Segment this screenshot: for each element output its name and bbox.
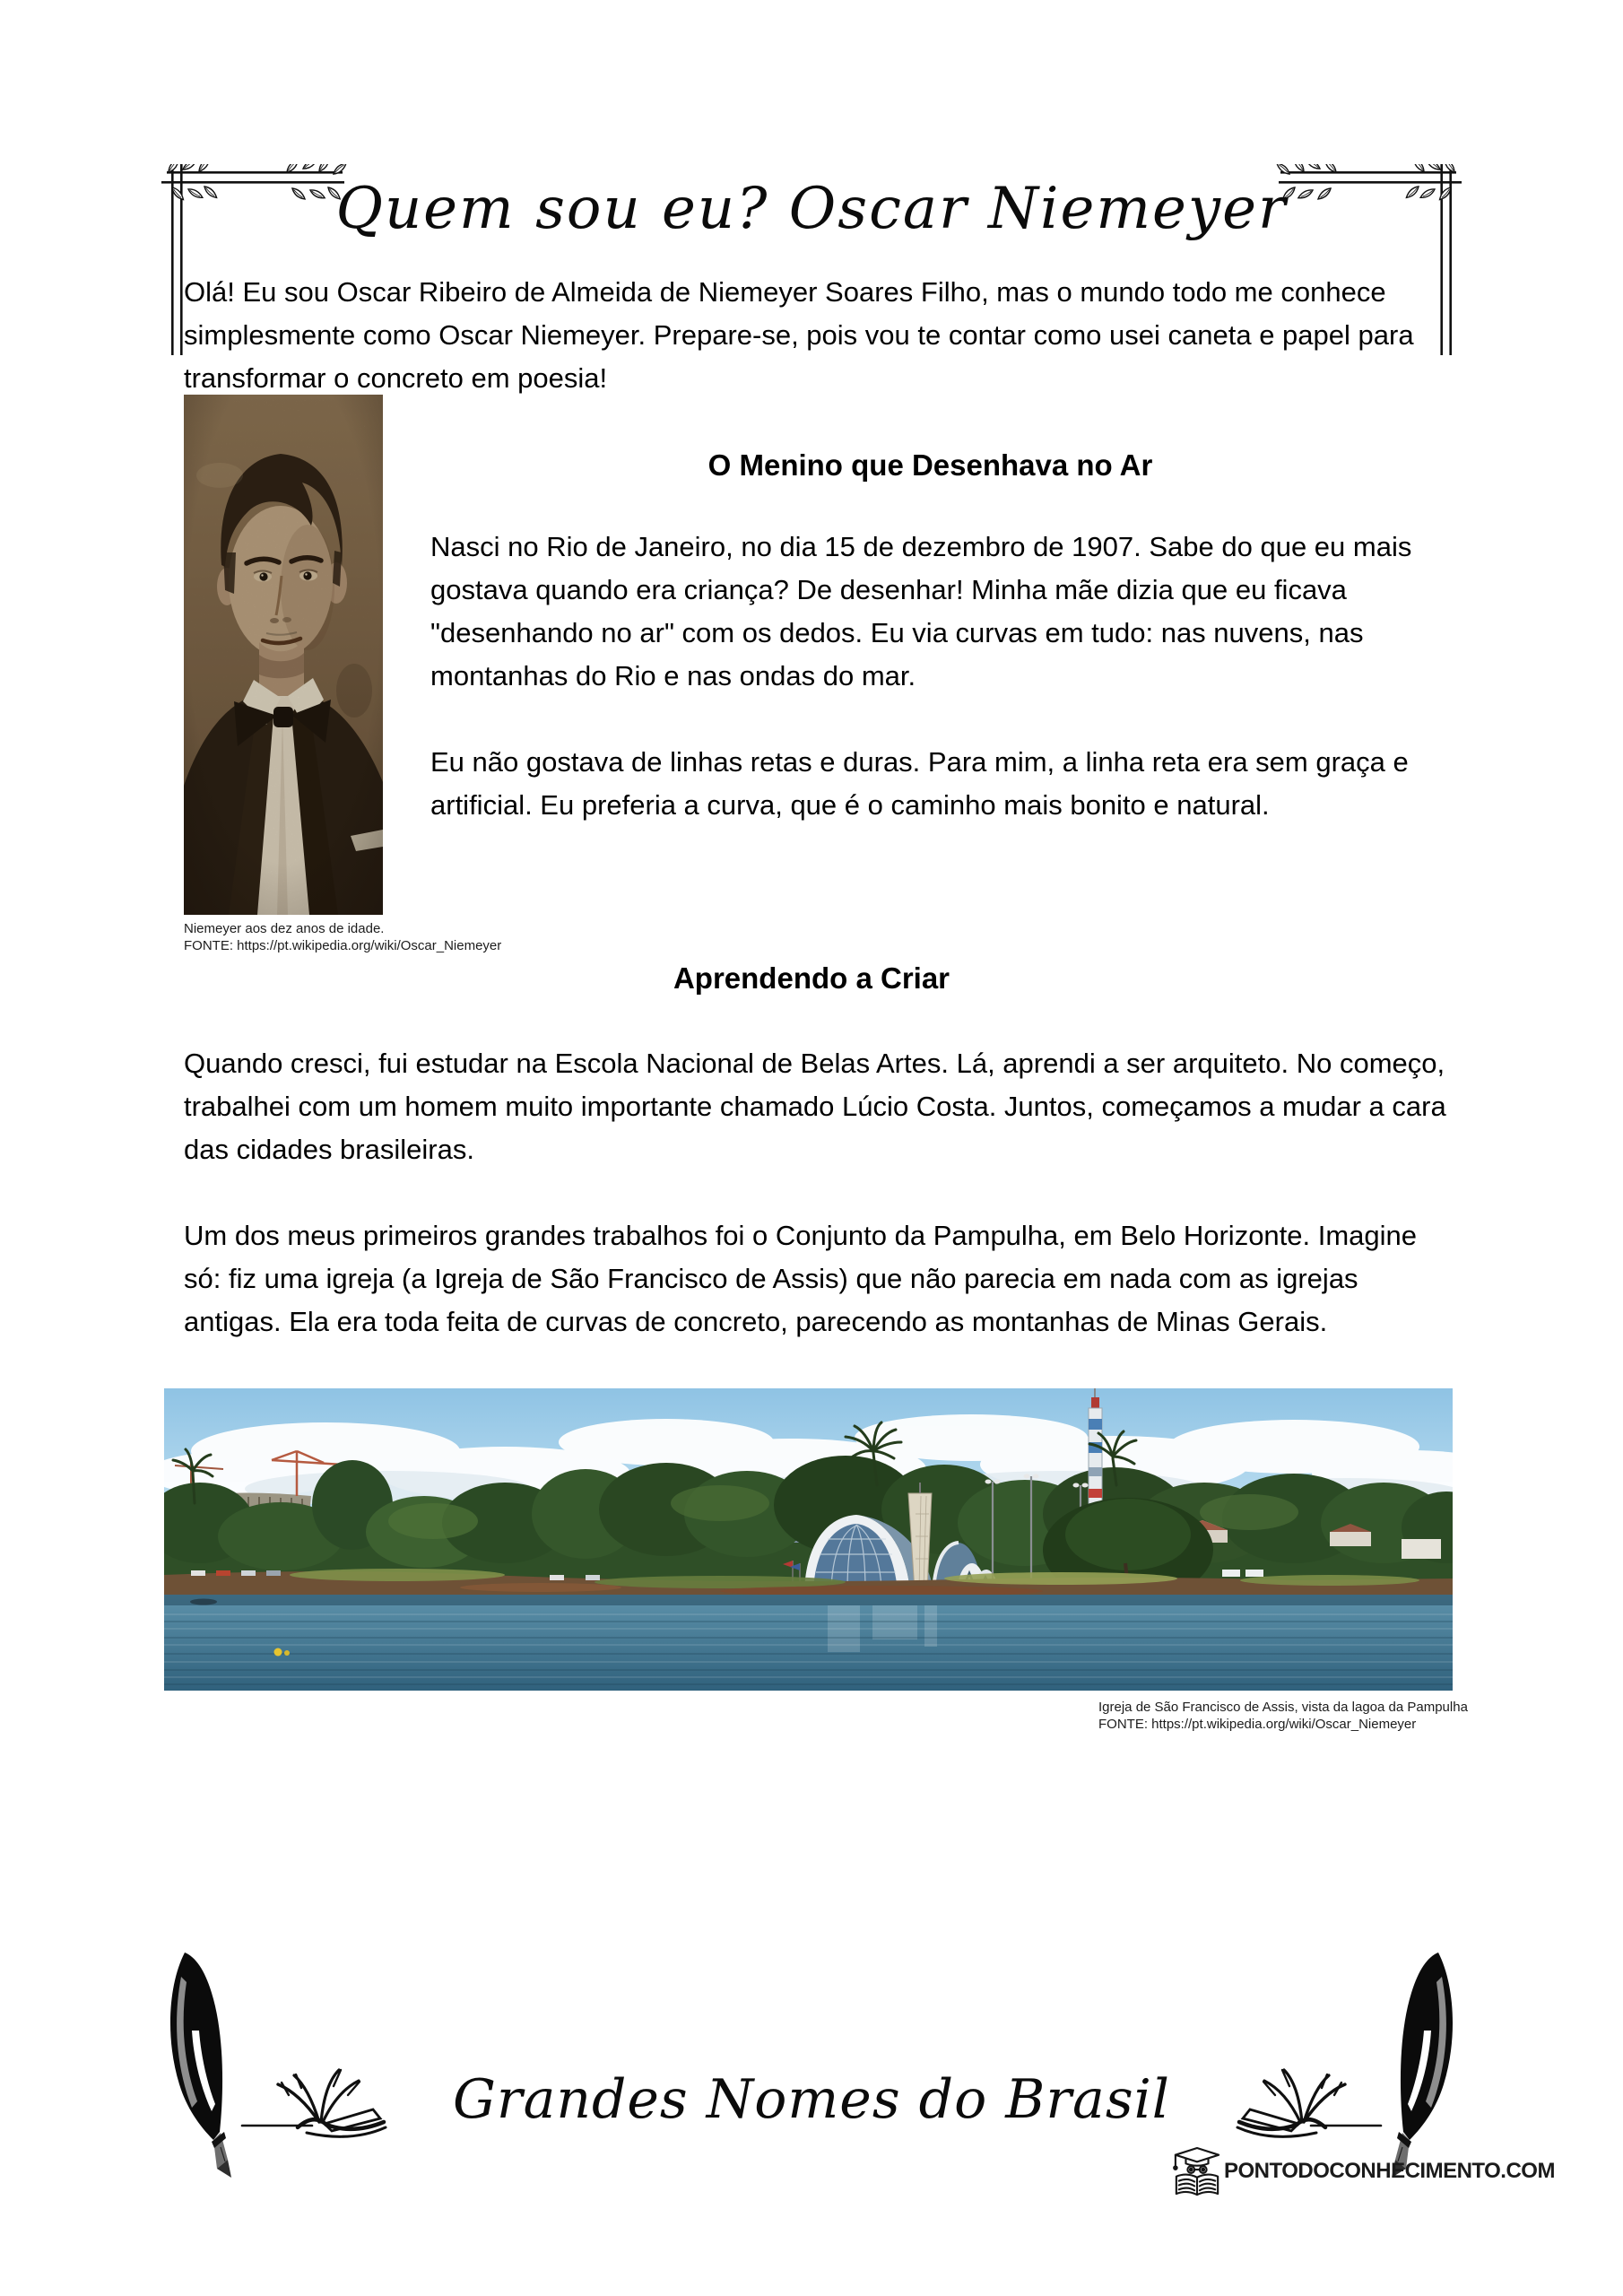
portrait-caption-source: FONTE: https://pt.wikipedia.org/wiki/Oscar_Niemeyer — [184, 938, 502, 953]
quill-feather-icon-left — [161, 1948, 247, 2186]
portrait-caption-text: Niemeyer aos dez anos de idade. — [184, 921, 385, 936]
portrait-caption — [184, 920, 596, 954]
intro-paragraph: Olá! Eu sou Oscar Ribeiro de Almeida de Niemeyer Soares Filho, mas o mundo todo me conhece simplesmente como Oscar Niemeyer. Prepare-se, pois vou te contar como usei caneta e papel para transformar o concreto em poesia! — [184, 276, 1414, 394]
pampulha-church-lagoon-photo — [164, 1388, 1453, 1691]
graduate-reading-icon — [1173, 2145, 1221, 2197]
section2-paragraph-2: Um dos meus primeiros grandes trabalhos foi o Conjunto da Pampulha, em Belo Horizonte. Imagine só: fiz uma igreja (a Igreja de São Francisco de Assis) que não parecia em nada com as igrejas antigas. Ela era toda feita de curvas de concreto, parecendo as montanhas de Minas Gerais. — [184, 1220, 1418, 1337]
landscape-caption-source: FONTE: https://pt.wikipedia.org/wiki/Oscar_Niemeyer — [1098, 1717, 1417, 1732]
series-title: Grandes Nomes do Brasil — [452, 2068, 1170, 2131]
section1-paragraph-2: Eu não gostava de linhas retas e duras. Para mim, a linha reta era sem graça e artificial. Eu preferia a curva, que é o caminho mais bonito e natural. — [430, 746, 1409, 821]
brand-logo — [1173, 2145, 1555, 2197]
portrait-young-niemeyer-photo — [184, 395, 383, 915]
landscape-caption-text: Igreja de São Francisco de Assis, vista da lagoa da Pampulha — [1098, 1700, 1468, 1715]
section1-paragraph-1: Nasci no Rio de Janeiro, no dia 15 de dezembro de 1907. Sabe do que eu mais gostava quando era criança? De desenhar! Minha mãe dizia que eu ficava "desenhando no ar" com os dedos. Eu via curvas em tudo: nas nuvens, nas montanhas do Rio e nas ondas do mar. — [430, 531, 1412, 691]
section1-heading: O Menino que Desenhava no Ar — [707, 448, 1153, 482]
brand-name: PONTODOCONHECIMENTO.COM — [1224, 2159, 1555, 2183]
landscape-caption — [1098, 1699, 1475, 1733]
section2-paragraph-1: Quando cresci, fui estudar na Escola Nacional de Belas Artes. Lá, aprendi a ser arquiteto. No começo, trabalhei com um homem muito importante chamado Lúcio Costa. Juntos, começamos a mudar a cara das cidades brasileiras. — [184, 1048, 1446, 1165]
page-title: Quem sou eu? Oscar Niemeyer — [335, 176, 1288, 242]
section2-heading: Aprendendo a Criar — [673, 961, 950, 995]
